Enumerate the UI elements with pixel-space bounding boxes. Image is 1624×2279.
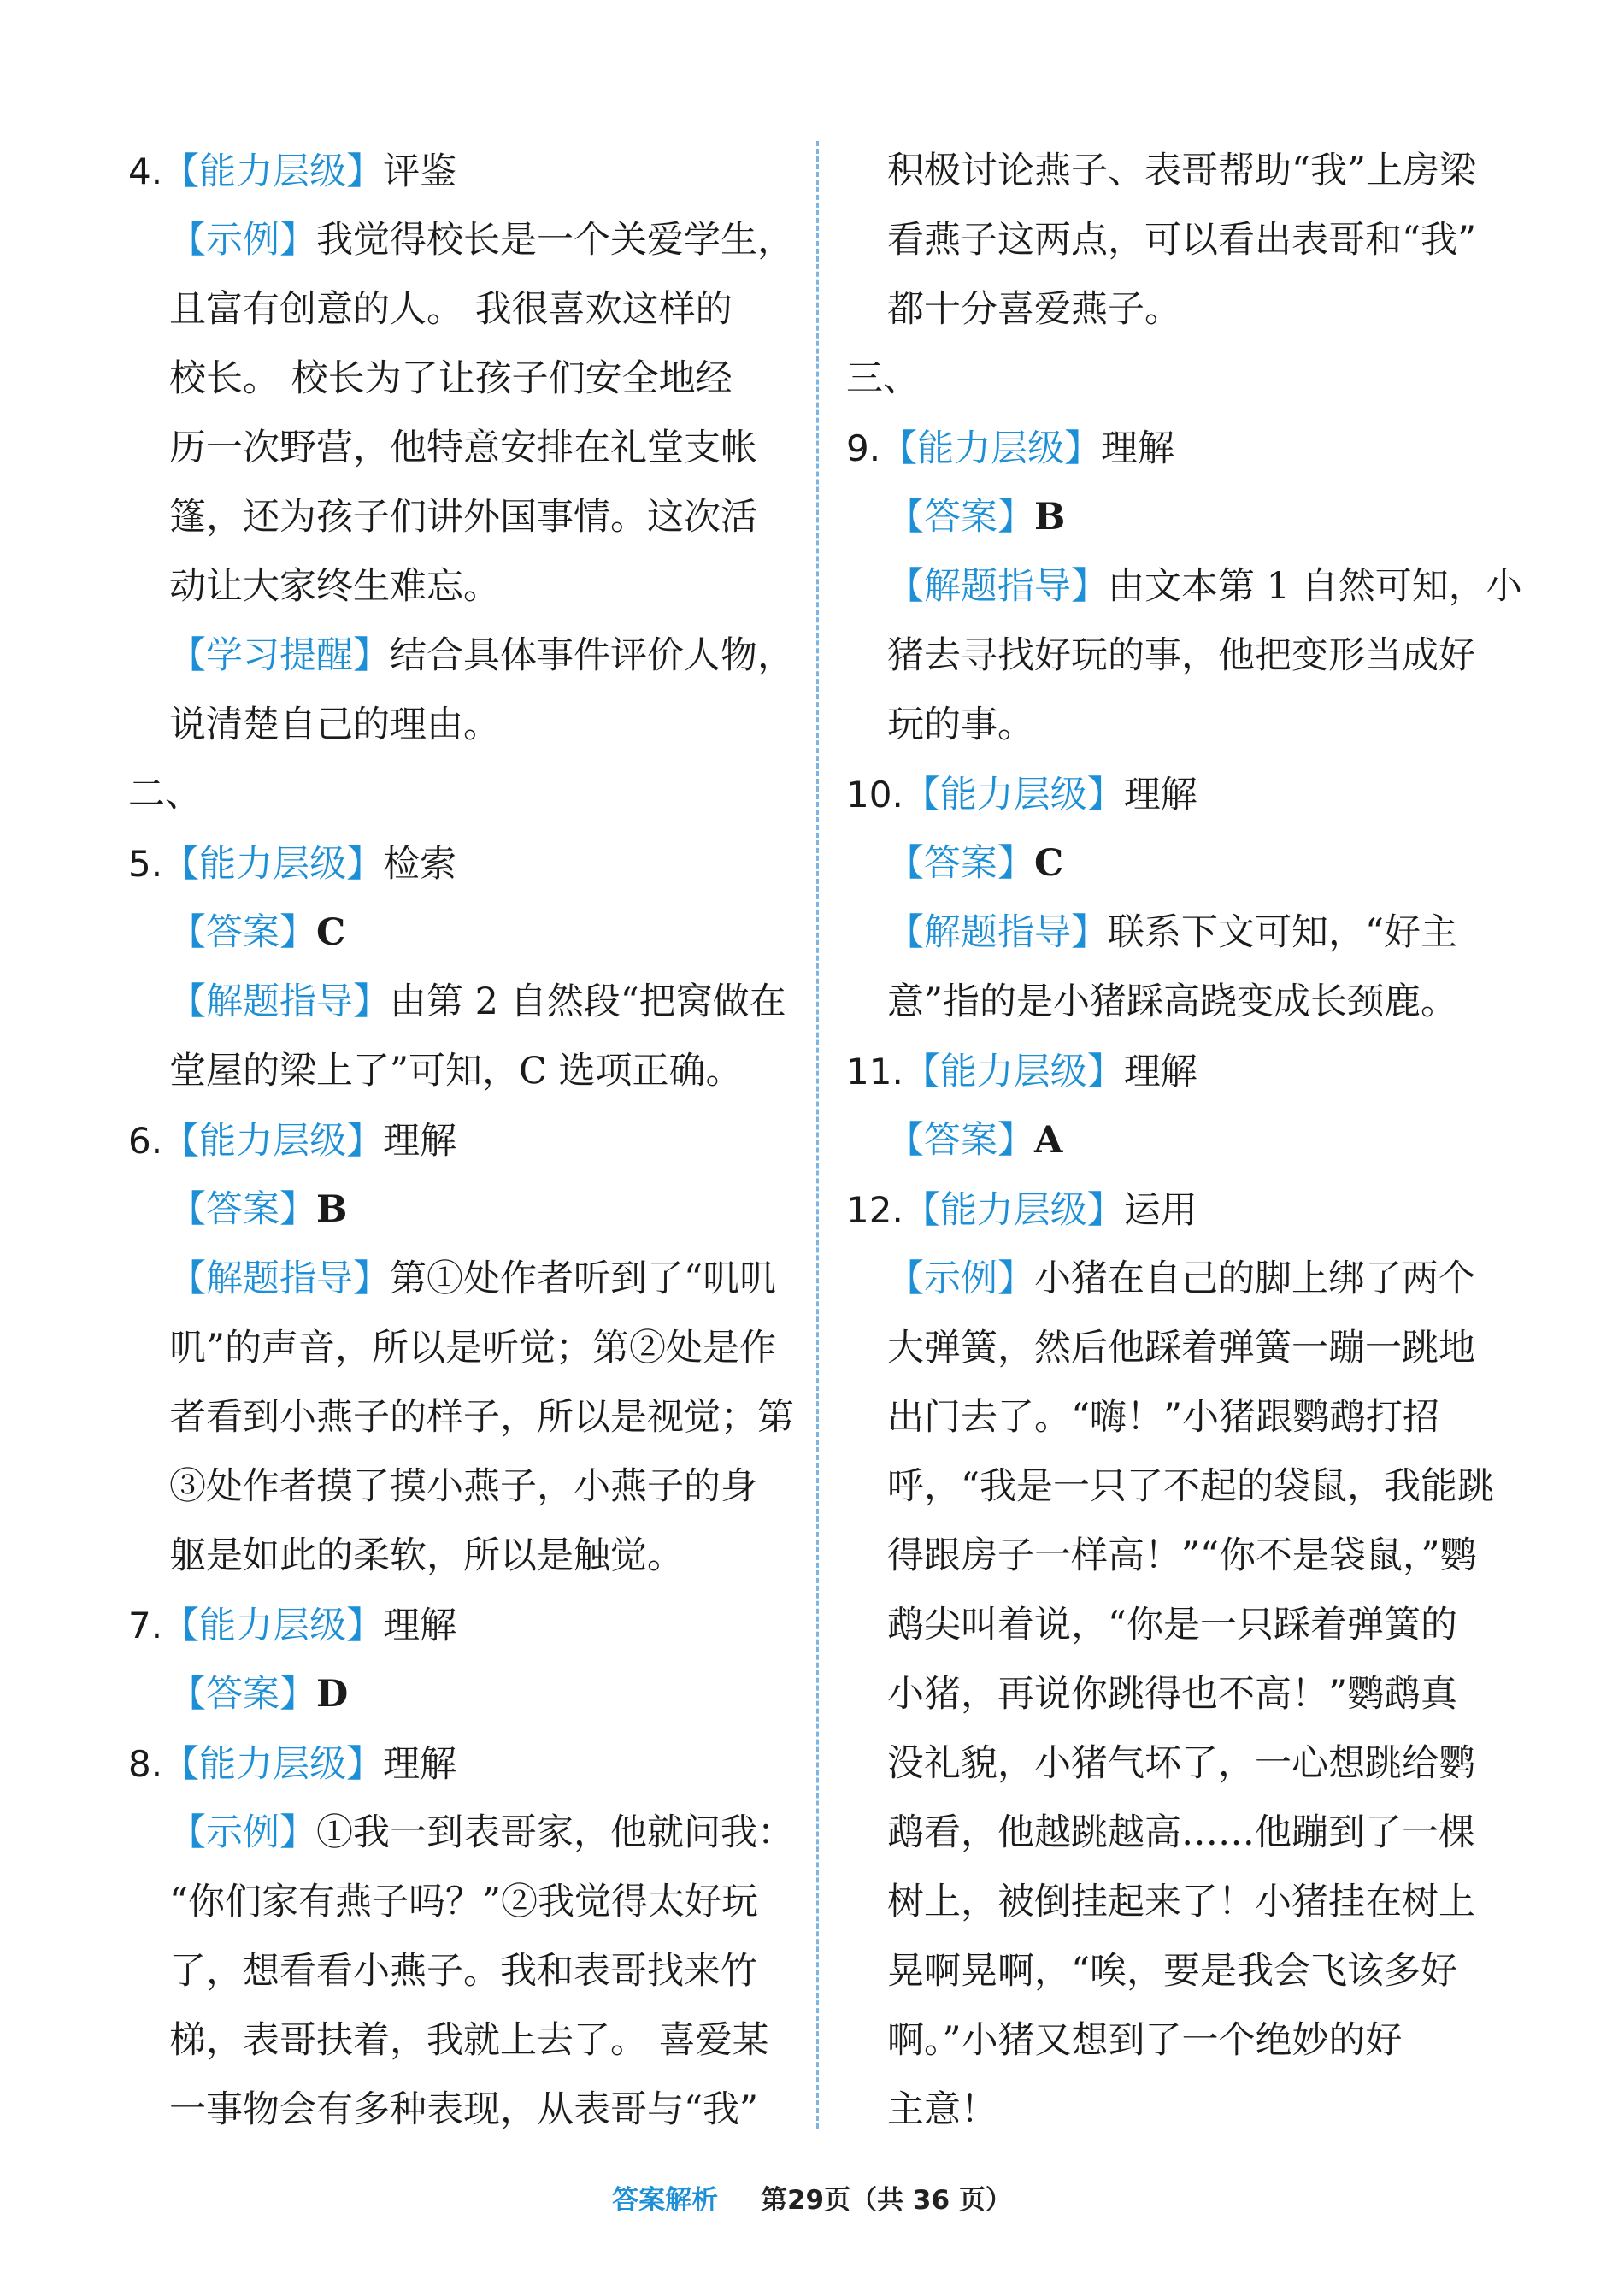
label-tag: 【答案】 (169, 1188, 316, 1231)
answer-line (128, 1660, 795, 1729)
answer-line (128, 898, 795, 968)
body-text: 啊。”小猪又想到了一个绝妙的好 (887, 2019, 1403, 2062)
label-tag: 【能力层级】 (162, 1743, 384, 1786)
answer-choice: B (1034, 496, 1066, 539)
answer-line (128, 1799, 795, 1868)
section-number: 二、 (128, 773, 202, 816)
body-text: 运用 (1123, 1189, 1197, 1232)
answer-line (846, 1314, 1513, 1383)
answer-line (128, 414, 795, 483)
body-text: 小猪，再说你跳得也不高！”鹦鹉真 (887, 1673, 1457, 1716)
question-line (128, 829, 795, 898)
answer-line (128, 1937, 795, 2006)
label-tag: 【解题指导】 (169, 980, 390, 1023)
body-text: 大弹簧，然后他踩着弹簧一蹦一跳地 (887, 1327, 1475, 1369)
answer-line (128, 1245, 795, 1314)
label-tag: 【学习提醒】 (169, 634, 390, 677)
question-line (128, 1729, 795, 1799)
answer-line (846, 1729, 1513, 1799)
question-number: 7. (128, 1605, 163, 1646)
answer-line (846, 1383, 1513, 1452)
body-text: 检索 (383, 843, 457, 886)
answer-line (128, 968, 795, 1037)
body-text: 鹉看，他越跳越高……他蹦到了一棵 (887, 1811, 1475, 1854)
answer-line (128, 483, 795, 552)
label-tag: 【解题指导】 (169, 1257, 390, 1300)
answer-line (846, 1591, 1513, 1660)
answer-line (846, 206, 1513, 275)
body-text: “你们家有燕子吗？”②我觉得太好玩 (169, 1881, 758, 1923)
body-text: 理解 (383, 1605, 457, 1647)
left-column (128, 137, 795, 2145)
question-line (846, 1037, 1513, 1106)
answer-line (128, 2076, 795, 2145)
label-tag: 【答案】 (887, 842, 1034, 885)
label-tag: 【能力层级】 (903, 774, 1124, 816)
body-text: 没礼貌，小猪气坏了，一心想跳给鹦 (887, 1742, 1475, 1785)
body-text: 鹉尖叫着说，“你是一只踩着弹簧的 (887, 1604, 1457, 1646)
body-text: 都十分喜爱燕子。 (887, 288, 1181, 331)
label-tag: 【能力层级】 (162, 150, 384, 193)
body-text: 理解 (1101, 427, 1175, 470)
answer-line (128, 621, 795, 691)
body-text: ③处作者摸了摸小燕子，小燕子的身 (169, 1465, 757, 1508)
question-line (128, 137, 795, 206)
question-number: 9. (846, 427, 881, 469)
body-text: 积极讨论燕子、表哥帮助“我”上房梁 (887, 150, 1476, 192)
body-text: 联系下文可知，“好主 (1108, 911, 1457, 954)
body-text: 第①处作者听到了“叽叽 (390, 1257, 776, 1300)
column-divider (816, 141, 819, 2129)
answer-line (846, 1868, 1513, 1937)
answer-line (846, 1106, 1513, 1175)
answer-choice: B (316, 1188, 348, 1231)
answer-line (846, 552, 1522, 621)
body-text: 意”指的是小猪踩高跷变成长颈鹿。 (887, 980, 1457, 1023)
label-tag: 【能力层级】 (162, 1605, 384, 1647)
body-text: 得跟房子一样高！”“你不是袋鼠，”鹦 (887, 1534, 1477, 1577)
question-number: 11. (846, 1051, 903, 1092)
body-text: 小猪在自己的脚上绑了两个 (1034, 1257, 1475, 1300)
question-line (846, 414, 1513, 483)
label-tag: 【解题指导】 (887, 565, 1108, 608)
body-text: 躯是如此的柔软，所以是触觉。 (169, 1534, 684, 1577)
question-number: 8. (128, 1743, 163, 1785)
body-text: 猪去寻找好玩的事，他把变形当成好 (887, 634, 1475, 677)
answer-choice: A (1034, 1119, 1063, 1162)
answer-line (128, 1868, 795, 1937)
answer-choice: C (1034, 842, 1064, 885)
answer-line (846, 829, 1513, 898)
section-heading (128, 760, 795, 829)
label-tag: 【能力层级】 (162, 1120, 384, 1163)
answer-line (846, 691, 1513, 760)
answer-line (128, 1522, 795, 1591)
answer-line (128, 552, 795, 621)
body-text: 理解 (383, 1120, 457, 1163)
label-tag: 【示例】 (169, 219, 316, 262)
body-text: 了，想看看小燕子。我和表哥找来竹 (169, 1950, 757, 1993)
body-text: 理解 (1123, 1051, 1197, 1093)
label-tag: 【答案】 (169, 1673, 316, 1716)
answer-line (846, 1522, 1513, 1591)
body-text: 说清楚自己的理由。 (169, 704, 500, 746)
answer-line (846, 137, 1513, 206)
answer-line (846, 1245, 1513, 1314)
answer-line (846, 1799, 1513, 1868)
answer-line (128, 344, 795, 414)
question-number: 12. (846, 1189, 903, 1231)
body-text: 历一次野营，他特意安排在礼堂支帐 (169, 427, 757, 469)
body-text: 动让大家终生难忘。 (169, 565, 500, 608)
question-number: 4. (128, 150, 163, 192)
body-text: 理解 (1123, 774, 1197, 816)
body-text: 结合具体事件评价人物， (390, 634, 794, 677)
body-text: 理解 (383, 1743, 457, 1786)
section-heading (846, 344, 1513, 414)
body-text: 主意！ (887, 2088, 997, 2131)
answer-line (128, 2006, 795, 2076)
answer-line (846, 1660, 1513, 1729)
label-tag: 【能力层级】 (903, 1051, 1124, 1093)
body-text: 一事物会有多种表现，从表哥与“我” (169, 2088, 758, 2131)
label-tag: 【能力层级】 (880, 427, 1102, 470)
body-text: 由文本第 1 自然可知，小 (1108, 565, 1522, 608)
body-text: 校长。 校长为了让孩子们安全地经 (169, 357, 733, 400)
section-number: 三、 (846, 357, 920, 400)
label-tag: 【示例】 (169, 1811, 316, 1854)
question-line (846, 1175, 1513, 1245)
answer-line (128, 1383, 795, 1452)
answer-line (846, 1937, 1513, 2006)
question-number: 6. (128, 1120, 163, 1162)
body-text: 篷，还为孩子们讲外国事情。这次活 (169, 496, 757, 539)
label-tag: 【答案】 (887, 496, 1034, 539)
label-tag: 【示例】 (887, 1257, 1034, 1300)
answer-line (128, 1314, 795, 1383)
answer-line (846, 2076, 1513, 2145)
answer-line (846, 275, 1513, 344)
answer-line (128, 1452, 795, 1522)
body-text: 晃啊晃啊，“唉，要是我会飞该多好 (887, 1950, 1457, 1993)
body-text: 者看到小燕子的样子，所以是视觉；第 (169, 1396, 794, 1439)
answer-line (128, 206, 795, 275)
answer-line (846, 483, 1513, 552)
answer-line (846, 1452, 1513, 1522)
question-line (846, 760, 1513, 829)
page-footer (0, 2178, 1624, 2217)
answer-choice: D (316, 1673, 349, 1716)
body-text: 看燕子这两点，可以看出表哥和“我” (887, 219, 1476, 262)
body-text: 评鉴 (383, 150, 457, 193)
question-line (128, 1106, 795, 1175)
question-number: 5. (128, 843, 163, 885)
question-number: 10. (846, 774, 903, 816)
answer-line (128, 1175, 795, 1245)
answer-line (846, 968, 1513, 1037)
label-tag: 【答案】 (887, 1119, 1034, 1162)
body-text: 堂屋的梁上了”可知，C 选项正确。 (169, 1050, 743, 1092)
page-number: 第29页（共 36 页） (760, 2185, 1012, 2216)
question-line (128, 1591, 795, 1660)
body-text: 呼，“我是一只了不起的袋鼠，我能跳 (887, 1465, 1494, 1508)
answer-line (128, 691, 795, 760)
answer-line (128, 275, 795, 344)
right-column (846, 137, 1522, 2145)
body-text: 由第 2 自然段“把窝做在 (390, 980, 786, 1023)
body-text: 梯，表哥扶着，我就上去了。 喜爱某 (169, 2019, 769, 2062)
body-text: 玩的事。 (887, 704, 1034, 746)
label-tag: 【解题指导】 (887, 911, 1108, 954)
footer-label: 答案解析 (612, 2185, 719, 2216)
body-text: 且富有创意的人。 我很喜欢这样的 (169, 288, 733, 331)
body-text: ①我一到表哥家，他就问我： (316, 1811, 794, 1854)
label-tag: 【能力层级】 (162, 843, 384, 886)
label-tag: 【能力层级】 (903, 1189, 1124, 1232)
answer-line (128, 1037, 795, 1106)
body-text: 出门去了。“嗨！”小猪跟鹦鹉打招 (887, 1396, 1439, 1439)
answer-line (846, 2006, 1513, 2076)
answer-line (846, 621, 1513, 691)
answer-line (846, 898, 1513, 968)
body-text: 我觉得校长是一个关爱学生， (316, 219, 794, 262)
answer-choice: C (316, 911, 346, 954)
body-text: 叽”的声音，所以是听觉；第②处是作 (169, 1327, 776, 1369)
body-text: 树上，被倒挂起来了！小猪挂在树上 (887, 1881, 1475, 1923)
label-tag: 【答案】 (169, 911, 316, 954)
